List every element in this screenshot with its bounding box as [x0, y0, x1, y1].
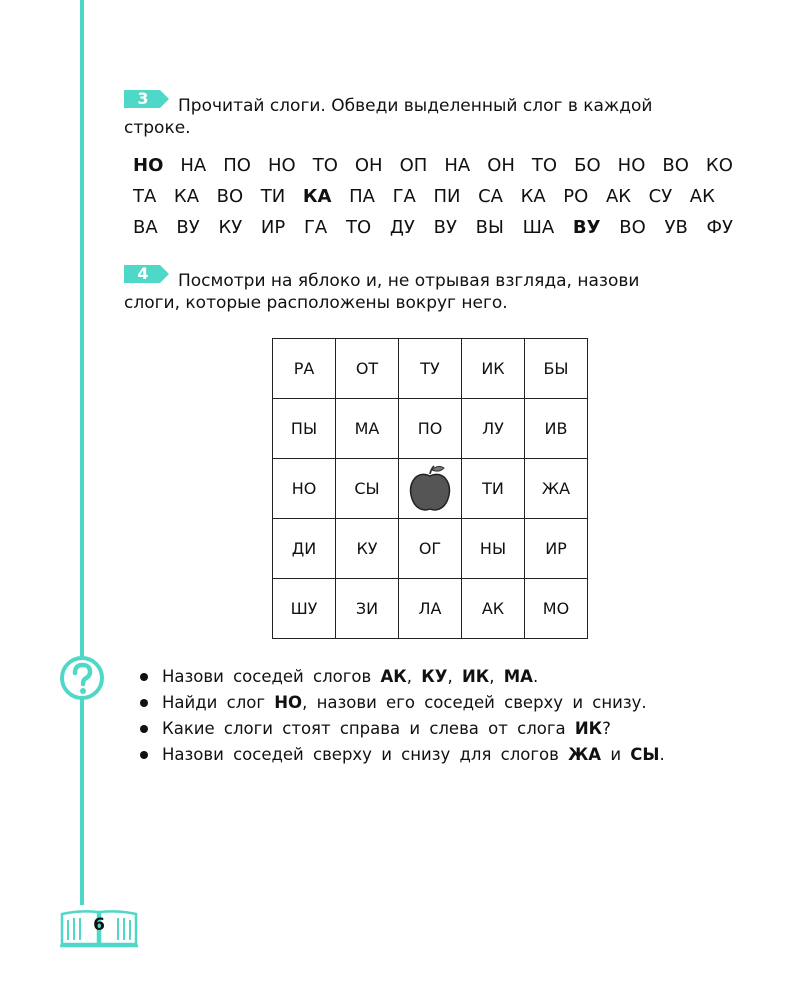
syllable-row	[133, 212, 733, 243]
syllable-grid	[272, 338, 588, 639]
grid-cell: ПО	[399, 399, 462, 459]
syllable: КА	[173, 186, 200, 207]
grid-cell: ЖА	[525, 459, 588, 519]
bullet-icon	[140, 673, 148, 681]
syllable: ВА	[133, 217, 158, 238]
task-4-text: Посмотри на яблоко и, не отрывая взгляда, назови	[178, 271, 640, 291]
syllable: НА	[180, 155, 207, 176]
question-syllable: АК	[380, 667, 407, 686]
grid-cell: ТИ	[462, 459, 525, 519]
syllable: ВУ	[433, 217, 457, 238]
question-text: ?	[602, 719, 611, 738]
grid-cell: ПЫ	[273, 399, 336, 459]
question-mark-icon	[58, 654, 106, 702]
grid-cell: ДИ	[273, 519, 336, 579]
syllable: ФУ	[706, 217, 733, 238]
question-text: .	[659, 745, 665, 764]
syllable: ГА	[303, 217, 328, 238]
syllable: КО	[705, 155, 733, 176]
task-4-text-rest: слоги, которые расположены вокруг него.	[124, 293, 508, 313]
highlighted-syllable: НО	[133, 155, 164, 176]
margin-line	[80, 0, 84, 905]
question-syllable: ИК	[574, 719, 603, 738]
grid-cell: ИР	[525, 519, 588, 579]
syllable: БО	[574, 155, 601, 176]
syllable: ДУ	[389, 217, 415, 238]
question-syllable: МА	[503, 667, 533, 686]
question-text: и	[601, 745, 631, 764]
grid-cell: ТУ	[399, 339, 462, 399]
question-text: , назови его соседей сверху и снизу.	[302, 693, 647, 712]
syllable: АК	[689, 186, 715, 207]
grid-cell: ОГ	[399, 519, 462, 579]
page-number: 6	[93, 915, 105, 935]
grid-cell: ОТ	[336, 339, 399, 399]
question-item	[140, 716, 740, 742]
syllable: СА	[478, 186, 503, 207]
syllable: ТО	[345, 217, 372, 238]
question-text: .	[532, 667, 539, 686]
grid-row	[273, 399, 588, 459]
question-syllable: ЖА	[568, 745, 602, 764]
grid-cell: ШУ	[273, 579, 336, 639]
syllable: ВО	[619, 217, 646, 238]
question-syllable: НО	[274, 693, 303, 712]
highlighted-syllable: ВУ	[572, 217, 601, 238]
syllable: НО	[617, 155, 646, 176]
grid-cell: БЫ	[525, 339, 588, 399]
task-3-text: Прочитай слоги. Обведи выделенный слог в каждой	[178, 96, 653, 116]
syllable: ИР	[260, 217, 286, 238]
syllable: ПИ	[433, 186, 461, 207]
grid-cell: РА	[273, 339, 336, 399]
question-text: ,	[406, 667, 422, 686]
question-item	[140, 742, 740, 768]
syllable: КУ	[218, 217, 243, 238]
task-3-instruction	[124, 88, 730, 139]
grid-cell: АК	[462, 579, 525, 639]
syllable: ТО	[312, 155, 338, 176]
apple-icon	[407, 464, 453, 514]
syllable: ТИ	[260, 186, 286, 207]
syllable: ВО	[662, 155, 689, 176]
grid-row	[273, 519, 588, 579]
syllable: ТО	[531, 155, 558, 176]
highlighted-syllable: КА	[302, 186, 332, 207]
question-text: Найди слог	[162, 693, 275, 712]
question-text: ,	[489, 667, 504, 686]
grid-cell: ЗИ	[336, 579, 399, 639]
grid-cell: ИК	[462, 339, 525, 399]
syllable: КА	[520, 186, 546, 207]
bullet-icon	[140, 751, 148, 759]
syllable: ОП	[399, 155, 428, 176]
grid-cell: НО	[273, 459, 336, 519]
grid-row	[273, 459, 588, 519]
syllable-row	[133, 150, 733, 181]
syllable: ПА	[349, 186, 375, 207]
question-list	[140, 664, 740, 768]
syllable-row	[133, 181, 715, 212]
task-3-badge	[124, 88, 166, 110]
syllable: ВО	[216, 186, 244, 207]
syllable-rows	[133, 150, 733, 243]
syllable: ТА	[133, 186, 157, 207]
syllable: ВУ	[176, 217, 200, 238]
grid-row	[273, 339, 588, 399]
question-syllable: СЫ	[630, 745, 660, 764]
syllable: ША	[522, 217, 555, 238]
syllable: УВ	[664, 217, 688, 238]
syllable: ОН	[354, 155, 383, 176]
syllable: РО	[563, 186, 589, 207]
syllable: СУ	[648, 186, 673, 207]
grid-cell: ЛА	[399, 579, 462, 639]
syllable: ВЫ	[475, 217, 504, 238]
syllable: НА	[444, 155, 471, 176]
question-syllable: КУ	[421, 667, 448, 686]
task-3-text-rest: строке.	[124, 118, 191, 138]
question-syllable: ИК	[461, 667, 490, 686]
grid-cell: МА	[336, 399, 399, 459]
syllable: ГА	[392, 186, 416, 207]
syllable: ОН	[487, 155, 515, 176]
question-item	[140, 664, 740, 690]
grid-cell: ЛУ	[462, 399, 525, 459]
task-4-number: 4	[137, 264, 149, 283]
syllable: АК	[605, 186, 632, 207]
grid-cell: КУ	[336, 519, 399, 579]
grid-cell: СЫ	[336, 459, 399, 519]
grid-cell: НЫ	[462, 519, 525, 579]
page-number-badge	[58, 908, 140, 950]
syllable: НО	[267, 155, 296, 176]
bullet-icon	[140, 725, 148, 733]
bullet-icon	[140, 699, 148, 707]
question-text: Какие слоги стоят справа и слева от слога	[162, 719, 575, 738]
grid-cell: ИВ	[525, 399, 588, 459]
grid-row	[273, 579, 588, 639]
syllable: ПО	[223, 155, 251, 176]
question-text: Назови соседей слогов	[162, 667, 381, 686]
task-4-badge	[124, 263, 166, 285]
question-item	[140, 690, 740, 716]
question-text: ,	[447, 667, 462, 686]
grid-cell: МО	[525, 579, 588, 639]
task-3-number: 3	[137, 89, 149, 108]
apple-cell	[399, 459, 462, 519]
task-4-instruction	[124, 263, 730, 314]
question-text: Назови соседей сверху и снизу для слогов	[162, 745, 569, 764]
